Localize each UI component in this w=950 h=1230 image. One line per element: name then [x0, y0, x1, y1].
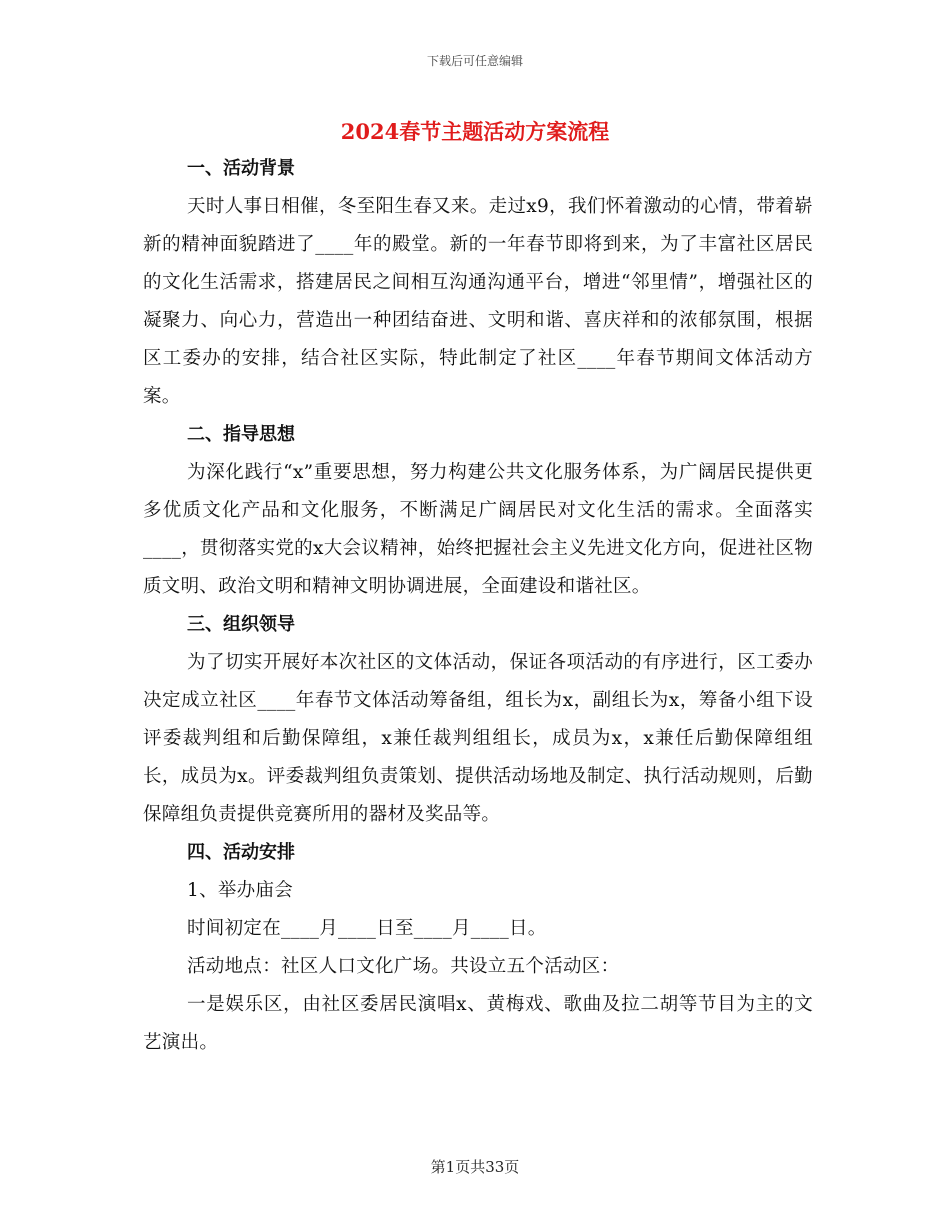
paragraph: 天时人事日相催，冬至阳生春又来。走过x9，我们怀着激动的心情，带着崭新的精神面貌踏进了____年的殿堂。新的一年春节即将到来，为了丰富社区居民的文化生活需求，搭建居民之间相互沟通沟通平台，增进“邻里情”，增强社区的凝聚力、向心力，营造出一种团结奋进、文明和谐、喜庆祥和的浓郁氛围，根据区工委办的安排，结合社区实际，特此制定了社区____年春节期间文体活动方案。 [143, 196, 813, 407]
section-heading: 四、活动安排 [187, 842, 295, 863]
page-header-note: 下载后可任意编辑 [426, 54, 523, 68]
section-heading: 一、活动背景 [187, 158, 295, 179]
paragraph: 为深化践行“x”重要思想，努力构建公共文化服务体系，为广阔居民提供更多优质文化产品和文化服务，不断满足广阔居民对文化生活的需求。全面落实____，贯彻落实党的x大会议精神，始终把握社会主义先进文化方向，促进社区物质文明、政治文明和精神文明协调进展，全面建设和谐社区。 [143, 462, 813, 597]
paragraph: 活动地点：社区人口文化广场。共设立五个活动区： [187, 956, 620, 977]
page-number: 第1页共33页 [430, 1158, 520, 1176]
section-heading: 二、指导思想 [187, 424, 295, 445]
paragraph: 时间初定在____月____日至____月____日。 [187, 918, 547, 939]
section-heading: 三、组织领导 [187, 614, 295, 635]
paragraph: 1、举办庙会 [187, 880, 294, 901]
section-organization [143, 606, 813, 834]
document-body [143, 150, 813, 1062]
section-guiding-thought [143, 416, 813, 606]
section-arrangement [143, 834, 813, 1062]
section-background [143, 150, 813, 416]
document-title: 2024春节主题活动方案流程 [340, 119, 610, 144]
paragraph: 为了切实开展好本次社区的文体活动，保证各项活动的有序进行，区工委办决定成立社区____年春节文体活动筹备组，组长为x，副组长为x，筹备小组下设评委裁判组和后勤保障组，x兼任裁判组组长，成员为x，x兼任后勤保障组组长，成员为x。评委裁判组负责策划、提供活动场地及制定、执行活动规则，后勤保障组负责提供竞赛所用的器材及奖品等。 [143, 652, 813, 825]
paragraph: 一是娱乐区，由社区委居民演唱x、黄梅戏、歌曲及拉二胡等节目为主的文艺演出。 [143, 994, 813, 1053]
